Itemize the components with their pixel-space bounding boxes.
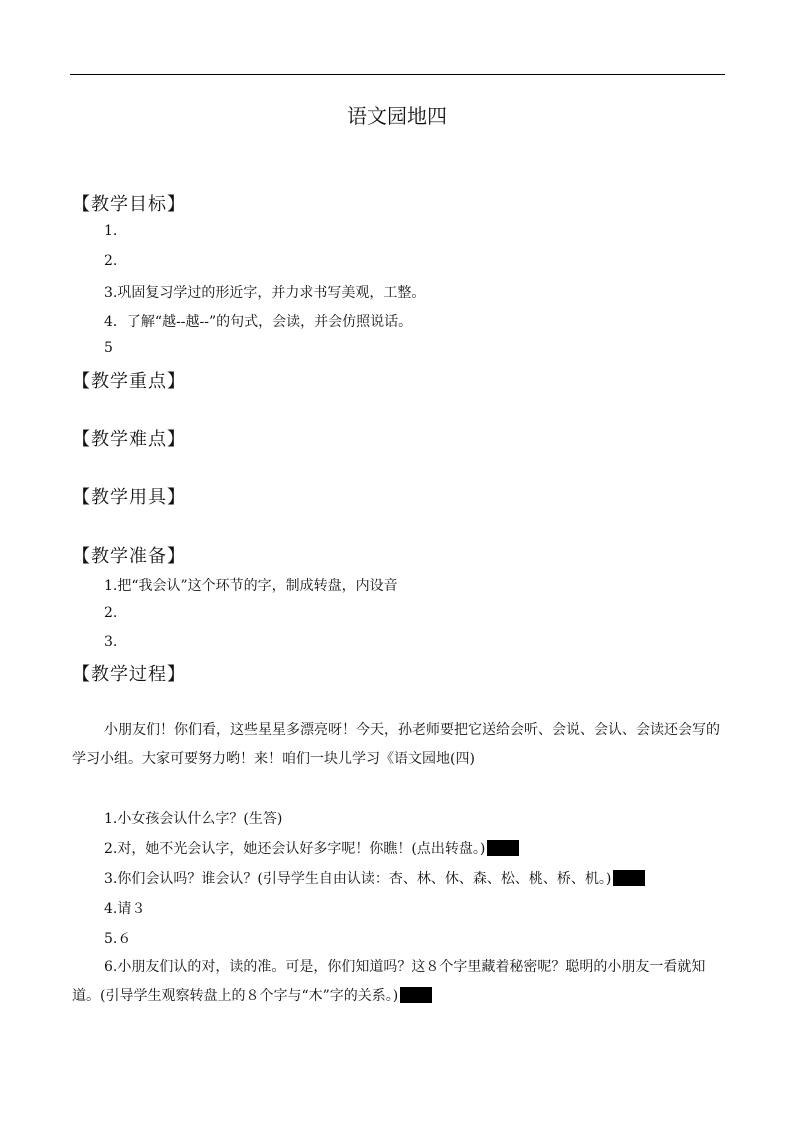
objective-item: 5 [104, 340, 113, 356]
section-keypoints: 【教学重点】 [72, 371, 186, 392]
step-item: 5.６ [104, 931, 132, 947]
objective-item: 2. [104, 253, 118, 269]
page-title: 语文园地四 [347, 104, 447, 128]
step-item-6: 6.小朋友们认的对，读的准。可是，你们知道吗？这８个字里藏着秘密呢？聪明的小朋友一看就知道。(引导学生观察转盘上的８个字与“木”字的关系。) [72, 959, 706, 1004]
step-item: 2.对，她不光会认字，她还会认好多字呢！你瞧！(点出转盘。) [104, 838, 519, 858]
intro-paragraph: 小朋友们！你们看，这些星星多漂亮呀！今天，孙老师要把它送给会听、会说、会认、会读还会写的学习小组。大家可要努力哟！来！咱们一块儿学习《语文园地(四) [72, 722, 720, 767]
step-item: 1.小女孩会认什么字？(生答) [104, 811, 283, 827]
preparation-item: 3. [104, 634, 118, 650]
redaction-block [613, 870, 645, 886]
redaction-block [400, 987, 432, 1003]
section-process: 【教学过程】 [72, 664, 186, 685]
section-objectives: 【教学目标】 [72, 194, 186, 215]
preparation-item: 2. [104, 605, 118, 621]
section-difficulties: 【教学难点】 [72, 429, 186, 450]
header-rule [70, 74, 725, 75]
objective-item: 1. [104, 223, 118, 239]
step-item: 3.你们会认吗？谁会认？(引导学生自由认读：杏、林、休、森、松、桃、桥、机。) [104, 868, 645, 888]
preparation-item: 1.把“我会认”这个环节的字，制成转盘，内设音 [104, 578, 398, 594]
objective-item: 3.巩固复习学过的形近字，并力求书写美观，工整。 [104, 285, 426, 301]
step-item: 4.请３ [104, 901, 146, 917]
redaction-block [487, 840, 519, 856]
section-tools: 【教学用具】 [72, 487, 186, 508]
section-preparation: 【教学准备】 [72, 546, 186, 567]
objective-item: 4．了解“越--越--”的句式，会读，并会仿照说话。 [104, 314, 413, 330]
